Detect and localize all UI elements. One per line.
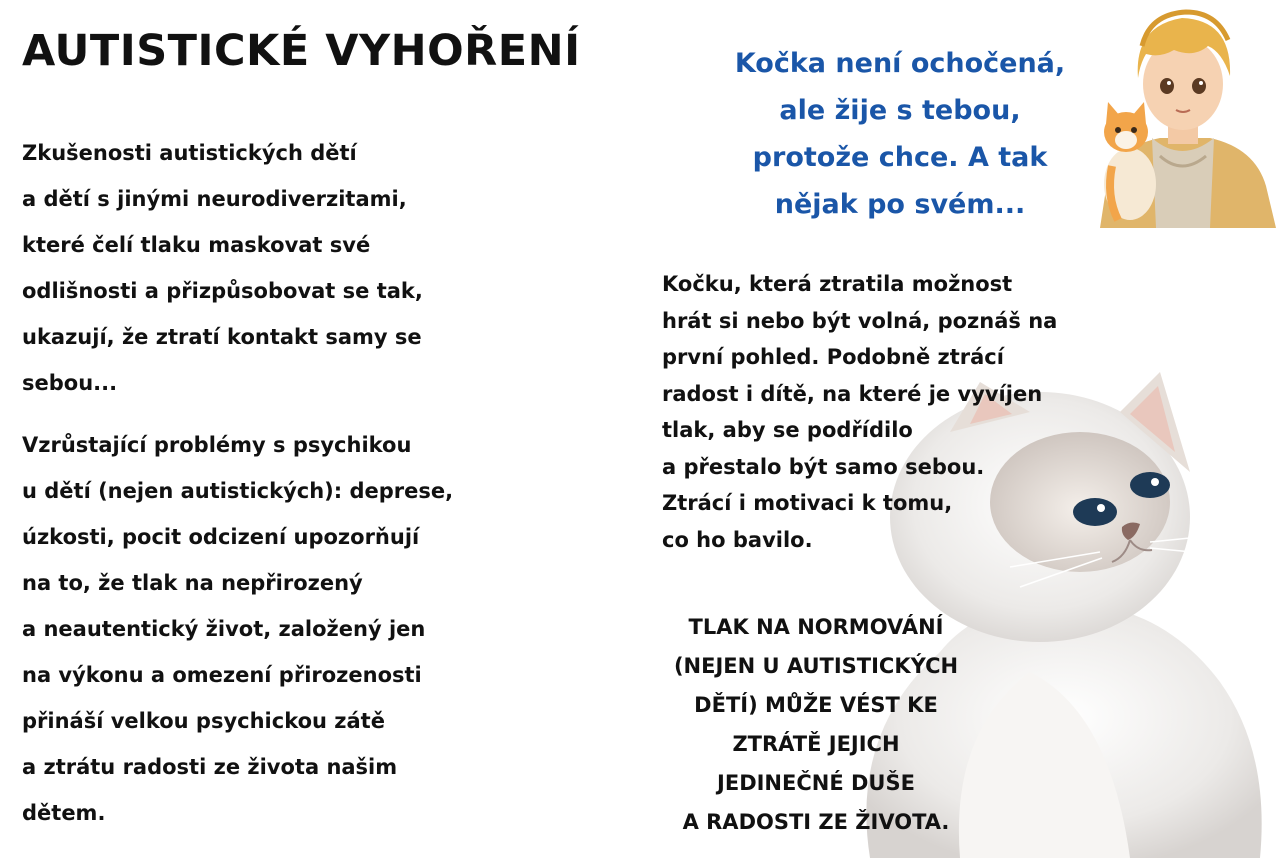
text-line: úzkosti, pocit odcizení upozorňují (22, 525, 420, 549)
text-line: které čelí tlaku maskovat své (22, 233, 371, 257)
text-line: první pohled. Podobně ztrácí (662, 345, 1004, 369)
slogan-line: TLAK NA NORMOVÁNÍ (688, 615, 944, 639)
cat-quote (690, 40, 1110, 228)
text-line: u dětí (nejen autistických): deprese, (22, 479, 454, 503)
text-line: přináší velkou psychickou zátě (22, 709, 385, 733)
cat-analogy-paragraph (662, 266, 1057, 558)
text-line: a dětí s jinými neurodiverzitami, (22, 187, 407, 211)
slogan-line: ZTRÁTĚ JEJICH (732, 732, 900, 756)
quote-line: ale žije s tebou, (779, 95, 1021, 126)
quote-line: Kočka není ochočená, (734, 48, 1066, 79)
slogan-line: A RADOSTI ZE ŽIVOTA. (682, 810, 950, 834)
intro-paragraph (22, 133, 542, 409)
slogan-line: (NEJEN U AUTISTICKÝCH (673, 654, 959, 678)
page-title: AUTISTICKÉ VYHOŘENÍ (22, 26, 581, 76)
text-line: a neautentický život, založený jen (22, 617, 426, 641)
text-line: Zkušenosti autistických dětí (22, 141, 357, 165)
text-line: a přestalo být samo sebou. (662, 454, 985, 479)
text-line: dětem. (22, 801, 106, 825)
text-line: tlak, aby se podřídilo (662, 418, 913, 442)
slogan-line: JEDINEČNÉ DUŠE (717, 771, 915, 795)
quote-line: nějak po svém... (774, 189, 1026, 220)
slogan (640, 608, 992, 842)
text-line: sebou... (22, 371, 118, 395)
text-line: hrát si nebo být volná, poznáš na (662, 308, 1058, 333)
text-line: Ztrácí i motivaci k tomu, (662, 491, 953, 515)
text-line: a ztrátu radosti ze života našim (22, 755, 398, 779)
text-line: na výkonu a omezení přirozenosti (22, 663, 422, 687)
text-line: radost i dítě, na které je vyvíjen (662, 381, 1043, 406)
text-line: co ho bavilo. (662, 527, 813, 552)
text-line: odlišnosti a přizpůsobovat se tak, (22, 279, 423, 303)
text-line: Vzrůstající problémy s psychikou (22, 433, 412, 457)
problems-paragraph (22, 425, 542, 839)
quote-line: protože chce. A tak (752, 142, 1048, 173)
boy-with-cat-illustration (1090, 6, 1276, 228)
text-line: ukazují, že ztratí kontakt samy se (22, 325, 422, 349)
text-line: na to, že tlak na nepřirozený (22, 571, 363, 595)
text-line: Kočku, která ztratila možnost (662, 272, 1013, 296)
slogan-line: DĚTÍ) MŮŽE VÉST KE (694, 693, 938, 717)
